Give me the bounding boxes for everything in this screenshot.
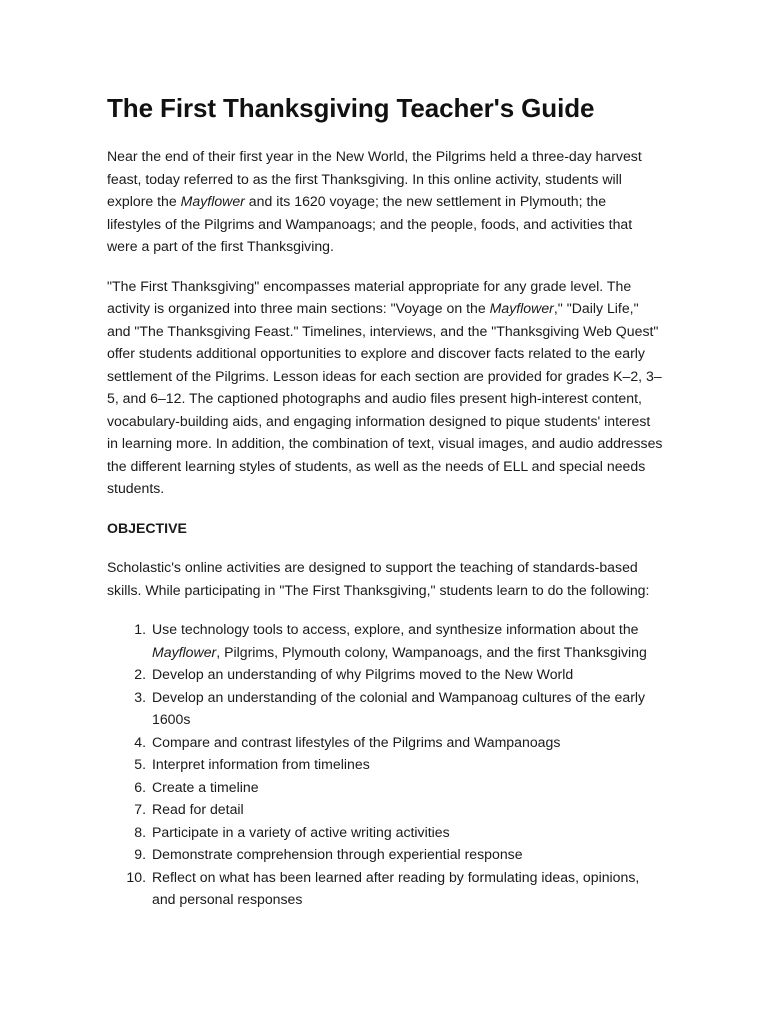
list-number: 2.	[134, 666, 146, 682]
objective-paragraph: Scholastic's online activities are designed to support the teaching of standards-based skills. While participating in "The First Thanksgiving," students learn to do the following:	[107, 559, 650, 598]
objectives-list	[107, 618, 663, 911]
list-text: Compare and contrast lifestyles of the Pilgrims and Wampanoags	[152, 733, 561, 750]
list-item	[107, 798, 663, 821]
list-item	[107, 866, 663, 911]
list-text: Reflect on what has been learned after reading by formulating ideas, opinions, and personal responses	[152, 868, 640, 907]
document-page	[107, 88, 663, 911]
list-number: 10.	[126, 868, 146, 885]
list-item	[107, 753, 663, 776]
list-item	[107, 686, 663, 731]
list-italic: Mayflower	[152, 643, 217, 660]
list-number: 3.	[134, 688, 146, 705]
list-item	[107, 618, 663, 663]
overview-text-1: "The First Thanksgiving" encompasses material appropriate for any grade level. The activity is organized into three main sections: "Voyage on the	[107, 277, 632, 316]
overview-italic: Mayflower	[489, 300, 554, 316]
list-text: Use technology tools to access, explore, and synthesize information about the	[152, 621, 639, 637]
list-text-post: , Pilgrims, Plymouth colony, Wampanoags, and the first Thanksgiving	[216, 643, 647, 660]
list-text: Create a timeline	[152, 778, 259, 795]
list-text: Demonstrate comprehension through experiential response	[152, 846, 523, 862]
list-number: 4.	[134, 733, 146, 750]
page-title: The First Thanksgiving Teacher's Guide	[107, 93, 595, 123]
intro-text-1: Near the end of their first year in the New World, the Pilgrims held a three-day harvest feast, today referred to as the first Thanksgiving. In this online activity, students will explore the	[107, 148, 642, 209]
list-number: 8.	[134, 823, 146, 840]
list-item	[107, 731, 663, 754]
intro-text-2: and its 1620 voyage; the new settlement in Plymouth; the lifestyles of the Pilgrims and Wampanoags; and the people, foods, and activities that were a part of the first Thanksgiving.	[107, 193, 633, 254]
list-item	[107, 821, 663, 844]
intro-italic: Mayflower	[180, 193, 245, 209]
overview-paragraph	[107, 275, 663, 500]
objective-heading: OBJECTIVE	[107, 519, 187, 536]
list-number: 5.	[134, 756, 146, 772]
list-text: Develop an understanding of the colonial and Wampanoag cultures of the early 1600s	[152, 688, 646, 727]
list-number: 1.	[134, 621, 146, 637]
list-number: 7.	[134, 801, 146, 817]
overview-text-2: ," "Daily Life," and "The Thanksgiving Feast." Timelines, interviews, and the "Thanksgiving Web Quest" offer students additional opportunities to explore and discover facts related to the early settlement of the Pilgrims. Lesson ideas for each section are provided for grades K–2, 3–5, and 6–12. The captioned photographs and audio files present high-interest content, vocabulary-building aids, and engaging information designed to pique students' interest in learning more. In addition, the combination of text, visual images, and audio addresses the different learning styles of students, as well as the needs of ELL and special needs students.	[107, 300, 663, 496]
list-text: Interpret information from timelines	[152, 756, 370, 772]
intro-paragraph	[107, 145, 663, 258]
list-text: Develop an understanding of why Pilgrims moved to the New World	[152, 666, 574, 682]
list-number: 9.	[134, 846, 146, 862]
list-text: Participate in a variety of active writing activities	[152, 823, 450, 840]
list-item	[107, 843, 663, 866]
list-number: 6.	[134, 778, 146, 795]
list-item	[107, 776, 663, 799]
list-text: Read for detail	[152, 801, 244, 817]
list-item	[107, 663, 663, 686]
